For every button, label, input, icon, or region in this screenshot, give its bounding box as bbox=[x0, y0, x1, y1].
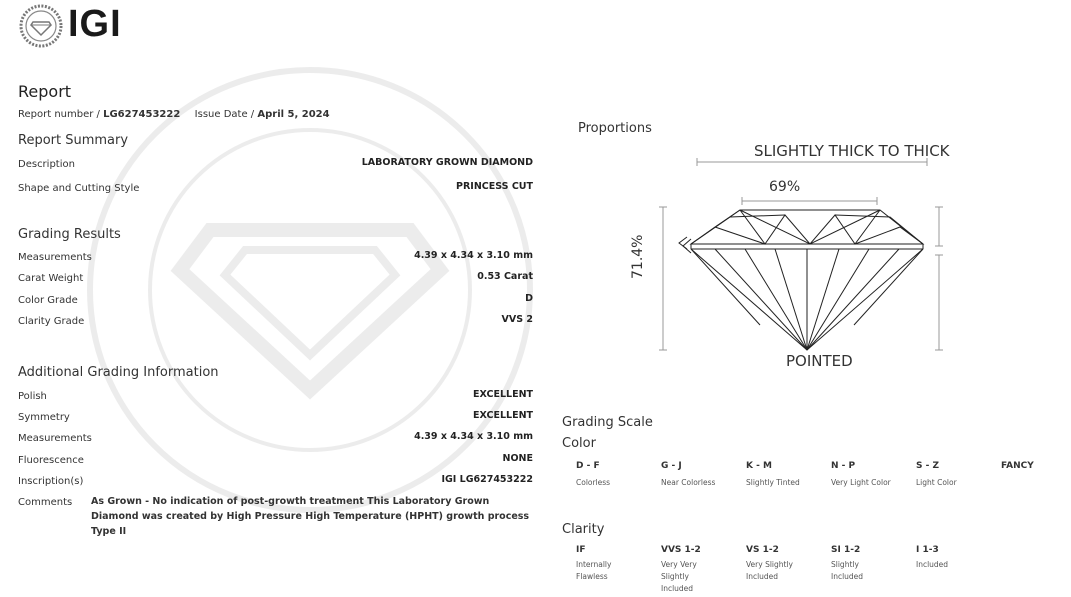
color-desc: Light Color bbox=[916, 478, 957, 487]
clarity-desc: Internally Flawless bbox=[576, 560, 612, 581]
field-value: 0.53 Carat bbox=[477, 271, 533, 282]
field-label: Inscription(s) bbox=[18, 476, 84, 487]
color-grade: N - P bbox=[831, 461, 856, 471]
color-grade: FANCY bbox=[1001, 461, 1034, 471]
field-label: Symmetry bbox=[18, 412, 70, 423]
field-label: Fluorescence bbox=[18, 455, 84, 466]
clarity-grade: IF bbox=[576, 545, 586, 555]
section-title-grading: Grading Results bbox=[18, 227, 121, 242]
color-grade: K - M bbox=[746, 461, 772, 471]
field-value: 4.39 x 4.34 x 3.10 mm bbox=[414, 431, 533, 442]
scale-clarity-title: Clarity bbox=[562, 522, 605, 537]
section-title-scale: Grading Scale bbox=[562, 415, 653, 430]
section-title-proportions: Proportions bbox=[578, 121, 652, 136]
issue-date: April 5, 2024 bbox=[257, 109, 330, 120]
color-grade: G - J bbox=[661, 461, 682, 471]
watermark-seal-icon bbox=[80, 60, 540, 520]
color-grade: D - F bbox=[576, 461, 600, 471]
color-desc: Near Colorless bbox=[661, 478, 716, 487]
field-value: 4.39 x 4.34 x 3.10 mm bbox=[414, 250, 533, 261]
clarity-grade: VVS 1-2 bbox=[661, 545, 701, 555]
table-percent: 69% bbox=[769, 179, 801, 195]
field-label: Clarity Grade bbox=[18, 316, 85, 327]
field-value: PRINCESS CUT bbox=[456, 181, 533, 192]
field-value: EXCELLENT bbox=[473, 410, 533, 421]
field-value: IGI LG627453222 bbox=[441, 474, 533, 485]
comments-text: As Grown - No indication of post-growth treatment This Laboratory Grown Diamond was created by High Pressure High Temperature (HPHT) growth process Type II bbox=[91, 496, 530, 537]
color-desc: Very Light Color bbox=[831, 478, 891, 487]
field-value: LABORATORY GROWN DIAMOND bbox=[361, 157, 533, 168]
clarity-desc: Included bbox=[916, 560, 949, 569]
field-label: Color Grade bbox=[18, 295, 78, 306]
report-meta bbox=[18, 109, 330, 120]
comments-label: Comments bbox=[18, 497, 73, 508]
report-number: LG627453222 bbox=[103, 109, 181, 120]
report-number-label: Report number / bbox=[18, 109, 100, 120]
field-label: Carat Weight bbox=[18, 273, 84, 284]
depth-percent: 71.4% bbox=[630, 234, 646, 279]
color-desc: Slightly Tinted bbox=[746, 478, 800, 487]
page-title: Report bbox=[18, 82, 72, 101]
color-grade: S - Z bbox=[916, 461, 940, 471]
clarity-desc: Very Very Slightly Included bbox=[661, 560, 697, 593]
field-label: Measurements bbox=[18, 433, 92, 444]
section-title-additional: Additional Grading Information bbox=[18, 365, 219, 380]
field-label: Shape and Cutting Style bbox=[18, 183, 140, 194]
field-value: EXCELLENT bbox=[473, 389, 533, 400]
color-desc: Colorless bbox=[576, 478, 611, 487]
section-title-summary: Report Summary bbox=[18, 133, 129, 148]
diamond-proportions-diagram bbox=[655, 155, 955, 355]
clarity-desc: Very Slightly Included bbox=[746, 560, 793, 581]
clarity-grade: I 1-3 bbox=[916, 545, 939, 555]
field-label: Description bbox=[18, 159, 75, 170]
field-value: VVS 2 bbox=[501, 314, 533, 325]
field-value: NONE bbox=[502, 453, 533, 464]
girdle-label: SLIGHTLY THICK TO THICK bbox=[754, 142, 950, 160]
field-value: D bbox=[525, 293, 533, 304]
field-label: Measurements bbox=[18, 252, 92, 263]
clarity-grade: VS 1-2 bbox=[746, 545, 779, 555]
brand-logo: IGI bbox=[68, 3, 122, 45]
igi-seal-icon bbox=[19, 4, 63, 48]
scale-color-title: Color bbox=[562, 436, 596, 451]
issue-date-label: Issue Date / bbox=[194, 109, 255, 120]
clarity-grade: SI 1-2 bbox=[831, 545, 861, 555]
field-label: Polish bbox=[18, 391, 47, 402]
clarity-desc: Slightly Included bbox=[831, 560, 864, 581]
culet-label: POINTED bbox=[786, 352, 853, 370]
